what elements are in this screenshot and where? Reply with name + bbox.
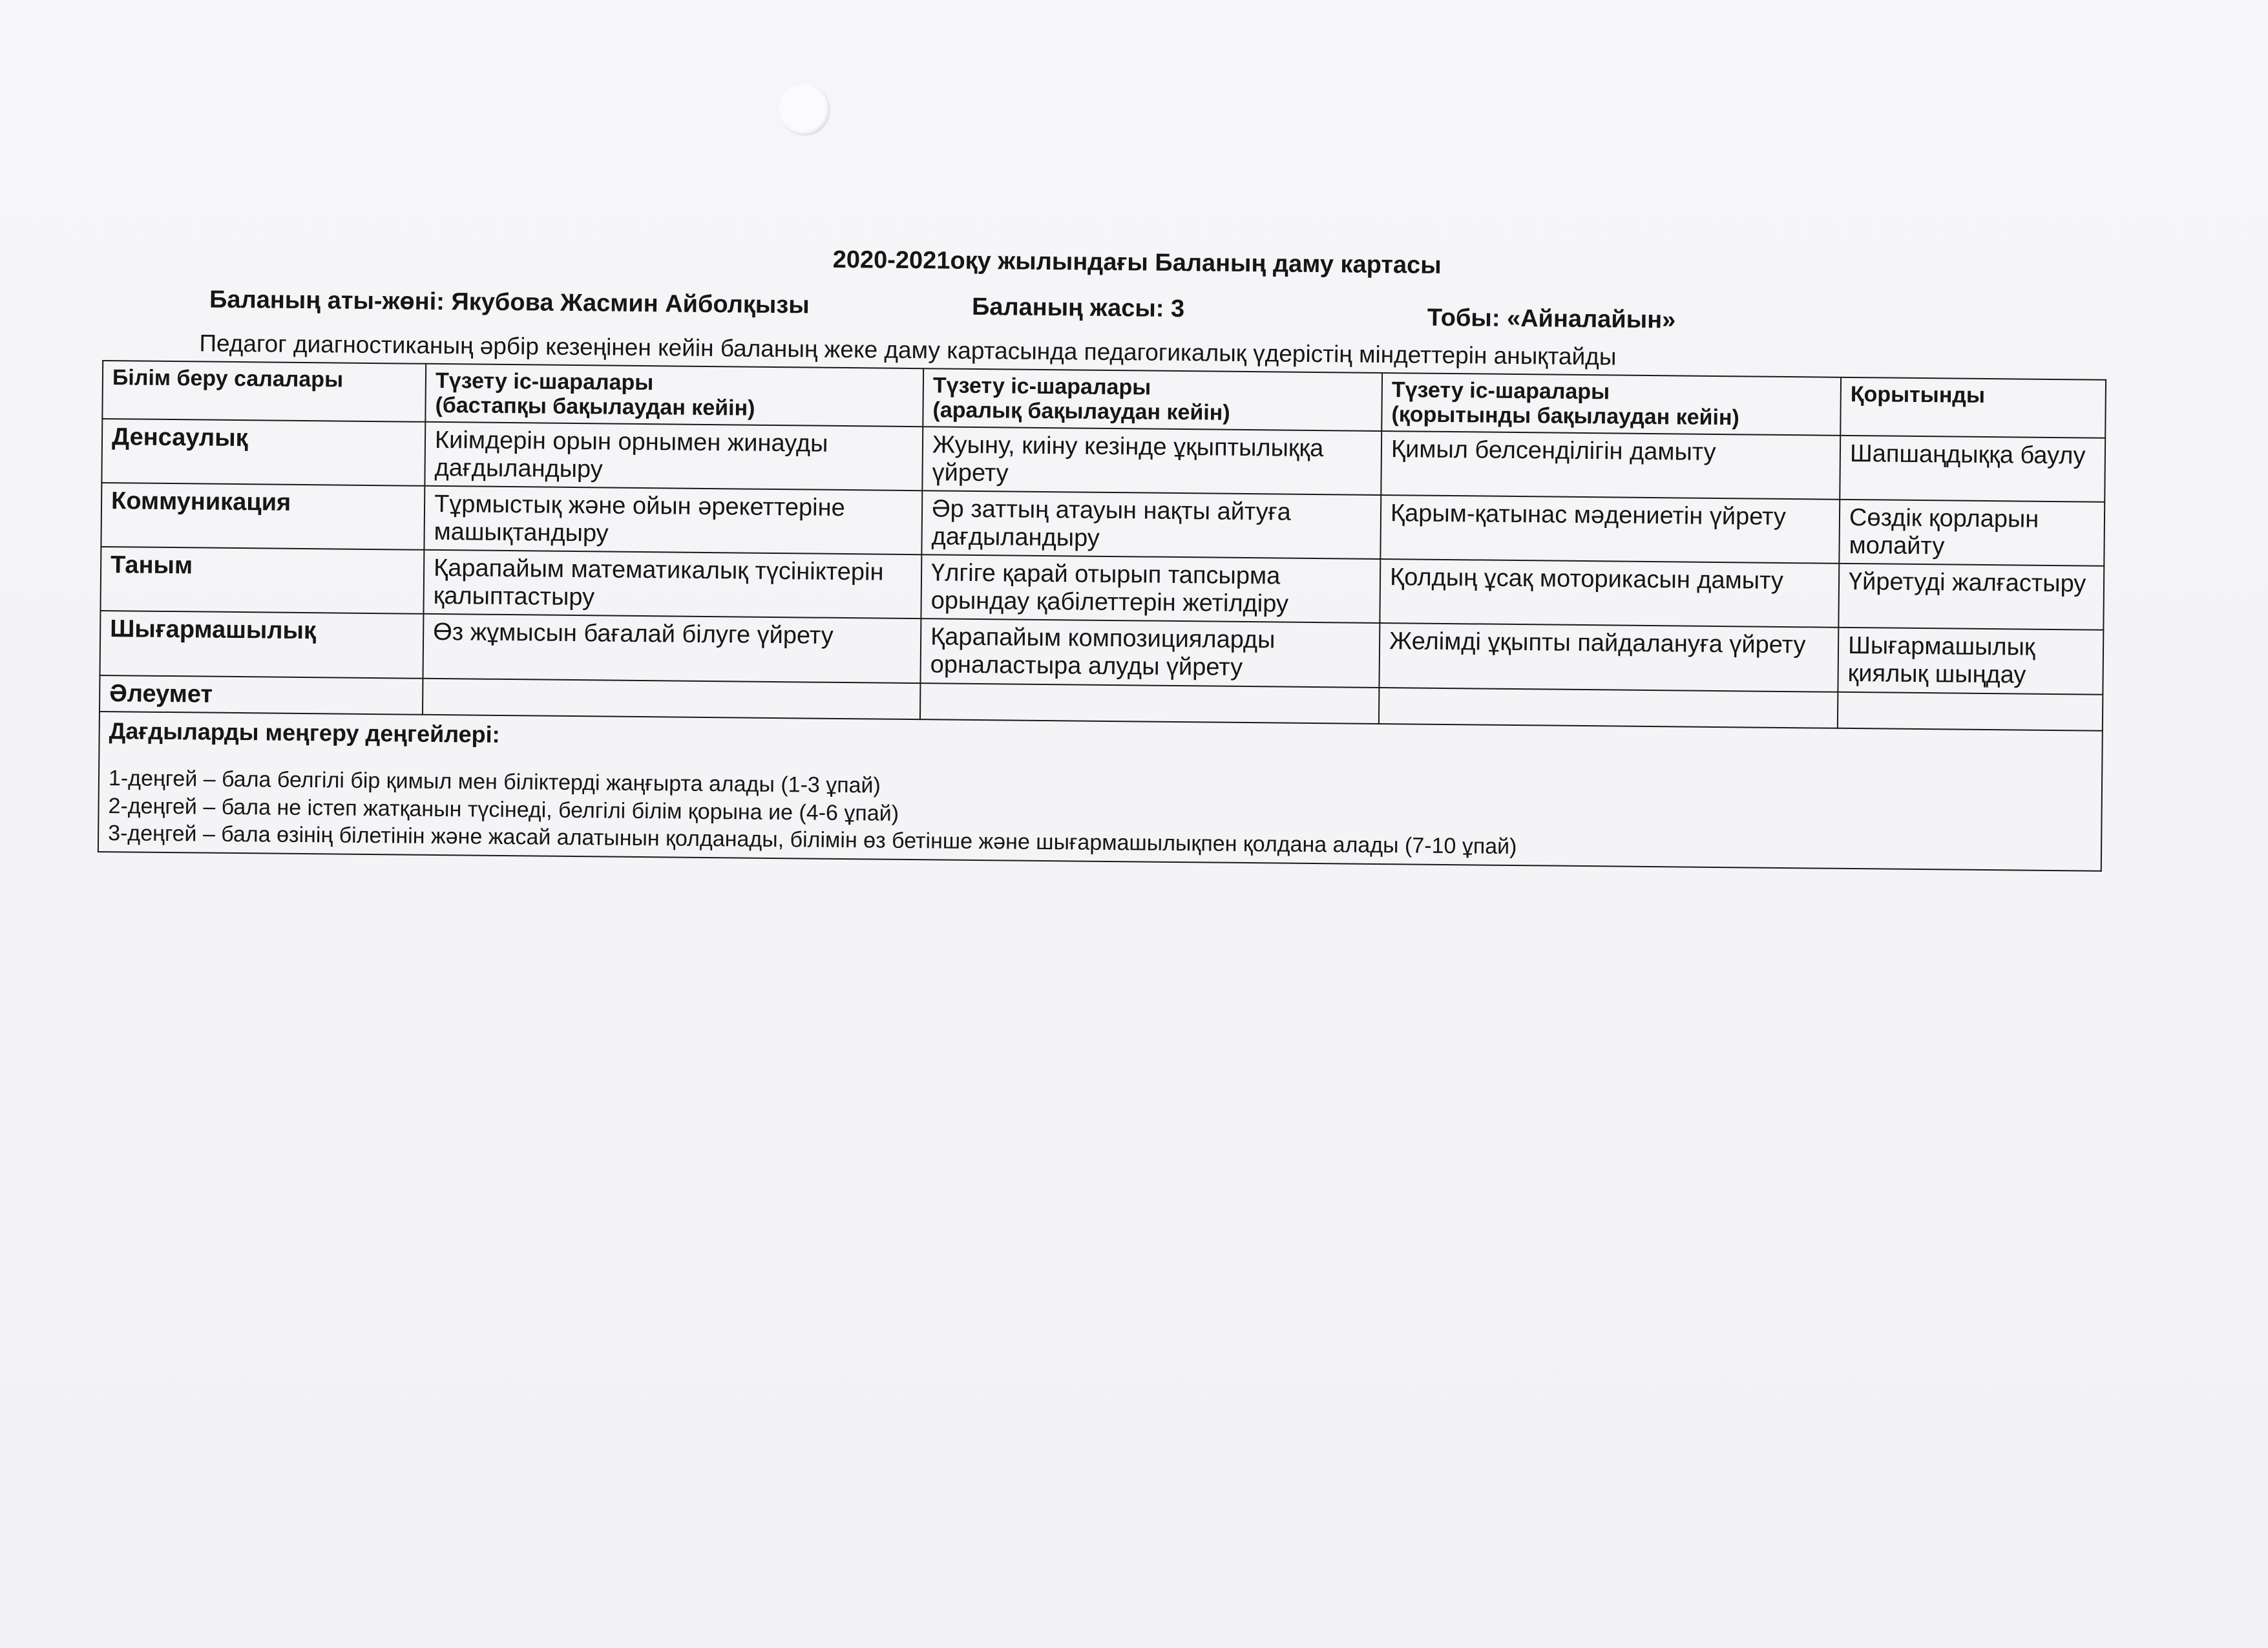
final-cell: Қолдың ұсақ моторикасын дамыту [1380, 559, 1839, 628]
child-group: Тобы: «Айналайын» [1427, 304, 1676, 334]
initial-cell: Өз жұмысын бағалай білуге үйрету [423, 614, 921, 682]
header-area: Білім беру салалары [102, 361, 426, 422]
result-cell: Шығармашылық қиялық шыңдау [1838, 628, 2103, 694]
child-age: Баланың жасы: 3 [971, 293, 1185, 323]
initial-cell: Қарапайым математикалық түсініктерін қалыптастыру [423, 550, 921, 618]
area-cell: Денсаулық [101, 419, 425, 486]
initial-cell [423, 678, 921, 719]
result-cell: Үйретуді жалғастыру [1838, 564, 2104, 630]
initial-cell: Киімдерін орын орнымен жинауды дағдыландыру [425, 422, 923, 491]
interim-cell [920, 683, 1380, 724]
area-cell: Әлеумет [100, 675, 423, 715]
punch-hole [779, 84, 830, 136]
interim-cell: Жуыну, киіну кезінде ұқыптылыққа үйрету [922, 427, 1381, 495]
area-cell: Коммуникация [101, 483, 425, 550]
final-cell [1379, 688, 1838, 728]
development-table [98, 360, 2106, 871]
area-cell: Шығармашылық [100, 611, 424, 678]
header-interim: Түзету іс-шаралары (аралық бақылаудан кейін) [923, 368, 1382, 431]
initial-cell: Тұрмыстық және ойын әрекеттеріне машықтандыру [424, 486, 922, 555]
document-title: 2020-2021оқу жылындағы Баланың даму картасы [832, 246, 1442, 279]
levels-title: Дағдыларды меңгеру деңгейлері: [109, 717, 500, 748]
result-cell: Сөздік қорларын молайту [1839, 500, 2105, 566]
interim-cell: Әр заттың атауын нақты айтуға дағдыландыру [921, 491, 1381, 559]
final-cell: Қарым-қатынас мәдениетін үйрету [1380, 495, 1840, 564]
interim-cell: Үлгіге қарай отырып тапсырма орындау қабілеттерін жетілдіру [921, 555, 1380, 624]
levels-cell [98, 712, 2103, 871]
header-result: Қорытынды [1840, 377, 2106, 438]
intro-text: Педагог диагностиканың әрбір кезеңінен кейін баланың жеке даму картасында педагогикалық үдерістің міндеттерін анықтайды [199, 330, 1617, 370]
final-cell: Қимыл белсенділігін дамыту [1381, 431, 1840, 500]
document [98, 239, 2171, 872]
level-item: 3-деңгей – бала өзінің білетінін және жасай алатынын қолданады, білімін өз бетінше және шығармашылықпен қолдана алады (7-10 ұпай) [107, 821, 1517, 860]
area-cell: Таным [100, 547, 424, 614]
child-name: Баланың аты-жөні: Якубова Жасмин Айболқызы [209, 286, 810, 319]
interim-cell: Қарапайым композицияларды орналастыра алуды үйрету [920, 619, 1380, 688]
result-cell: Шапшаңдыққа баулу [1840, 436, 2105, 502]
level-item: 1-деңгей – бала белгілі бір қимыл мен біліктерді жаңғырта алады (1-3 ұпай) [108, 766, 881, 798]
header-final: Түзету іс-шаралары (қорытынды бақылаудан кейін) [1381, 373, 1841, 436]
header-initial: Түзету іс-шаралары (бастапқы бақылаудан кейін) [425, 364, 923, 427]
levels-row [98, 712, 2103, 871]
level-item: 2-деңгей – бала не істеп жатқанын түсінеді, белгілі білім қорына ие (4-6 ұпай) [108, 793, 899, 826]
result-cell [1838, 692, 2103, 730]
final-cell: Желімді ұқыпты пайдалануға үйрету [1379, 623, 1838, 692]
